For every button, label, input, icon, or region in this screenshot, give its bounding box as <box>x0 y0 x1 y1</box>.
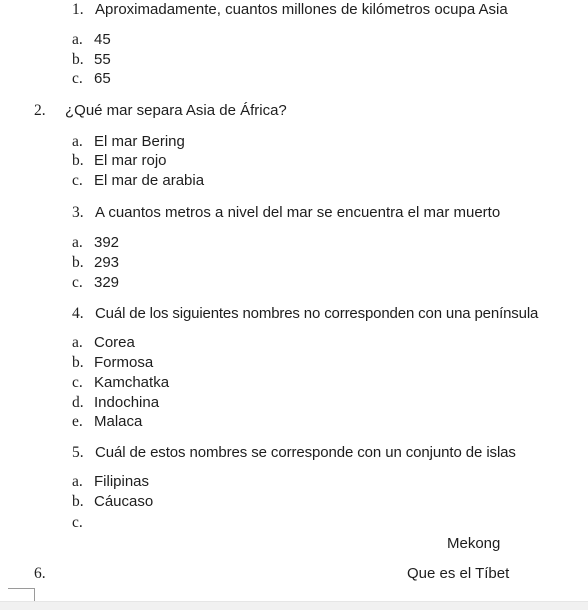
option-4c <box>72 373 169 393</box>
option-text: Malaca <box>94 413 143 430</box>
option-letter: a. <box>72 133 83 150</box>
option-letter: b. <box>72 152 84 169</box>
option-text: El mar Bering <box>94 133 185 150</box>
option-1c <box>72 69 111 89</box>
option-4b <box>72 353 153 373</box>
option-5a <box>72 472 149 492</box>
option-text: 293 <box>94 254 120 271</box>
question-number: 2. <box>34 102 46 119</box>
option-2c <box>72 171 204 191</box>
option-letter: a. <box>72 473 83 490</box>
option-letter: c. <box>72 274 83 291</box>
question-text: Aproximadamente, cuantos millones de kilómetros ocupa Asia <box>95 1 508 18</box>
option-letter: b. <box>72 51 84 68</box>
option-1b <box>72 50 111 70</box>
option-text: Formosa <box>94 354 154 371</box>
question-number: 3. <box>72 204 84 221</box>
trailing-text: Mekong <box>447 535 501 552</box>
question-number: 5. <box>72 444 84 461</box>
option-3c <box>72 273 119 293</box>
option-text: El mar de arabia <box>94 172 205 189</box>
option-2a <box>72 132 185 152</box>
question-text: Que es el Tíbet <box>407 565 510 582</box>
option-5b <box>72 492 153 512</box>
option-text: El mar rojo <box>94 152 167 169</box>
option-4e <box>72 412 142 432</box>
option-4a <box>72 333 135 353</box>
option-letter: b. <box>72 354 84 371</box>
option-5c <box>72 513 94 533</box>
option-letter: a. <box>72 31 83 48</box>
option-text: Indochina <box>94 394 160 411</box>
option-letter: a. <box>72 234 83 251</box>
option-text: 392 <box>94 234 120 251</box>
question-text: A cuantos metros a nivel del mar se encuentra el mar muerto <box>95 204 501 221</box>
question-number: 6. <box>34 565 46 582</box>
option-letter: c. <box>72 70 83 87</box>
question-2 <box>34 101 287 121</box>
question-number: 1. <box>72 1 84 18</box>
option-letter: a. <box>72 334 83 351</box>
question-6-text <box>407 564 509 584</box>
question-5 <box>72 443 516 463</box>
option-text: 45 <box>94 31 111 48</box>
option-letter: c. <box>72 172 83 189</box>
option-3b <box>72 253 119 273</box>
trailing-text-mekong <box>447 534 500 554</box>
option-letter: e. <box>72 413 83 430</box>
option-text: Cáucaso <box>94 493 154 510</box>
option-2b <box>72 151 167 171</box>
option-letter: c. <box>72 514 83 531</box>
option-letter: b. <box>72 254 84 271</box>
option-text: Filipinas <box>94 473 150 490</box>
question-text: Cuál de los siguientes nombres no corresponden con una península <box>95 305 539 322</box>
option-text: 55 <box>94 51 111 68</box>
question-3 <box>72 203 500 223</box>
question-1 <box>72 0 508 20</box>
option-3a <box>72 233 119 253</box>
option-text: Kamchatka <box>94 374 170 391</box>
option-text: Corea <box>94 334 135 351</box>
question-text: ¿Qué mar separa Asia de África? <box>65 102 287 119</box>
question-4 <box>72 304 538 324</box>
option-letter: c. <box>72 374 83 391</box>
question-6-number <box>34 564 46 584</box>
option-letter: d. <box>72 394 84 411</box>
option-1a <box>72 30 111 50</box>
question-text: Cuál de estos nombres se corresponde con un conjunto de islas <box>95 444 516 461</box>
option-4d <box>72 393 159 413</box>
option-letter: b. <box>72 493 84 510</box>
question-number: 4. <box>72 305 84 322</box>
option-text: 65 <box>94 70 111 87</box>
option-text: 329 <box>94 274 120 291</box>
